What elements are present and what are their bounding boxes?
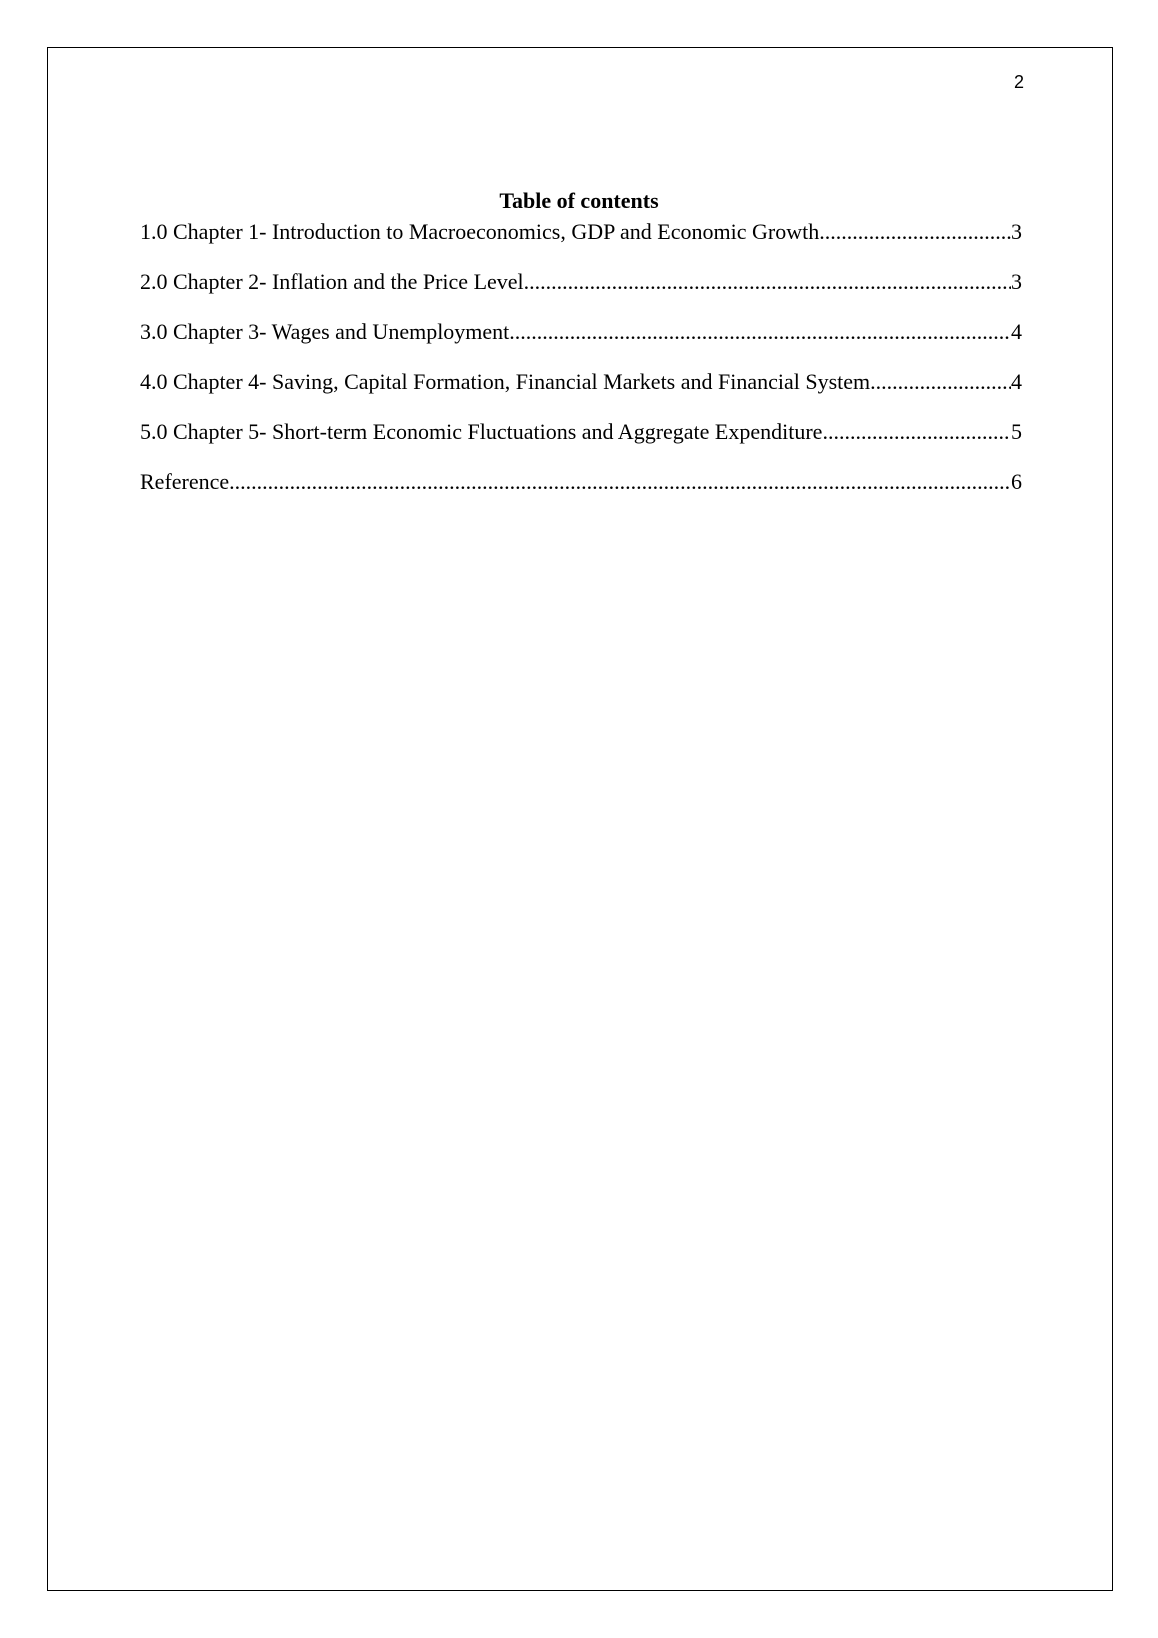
toc-entry-label: 2.0 Chapter 2- Inflation and the Price Level bbox=[140, 269, 524, 294]
toc-entry-page: 3 bbox=[1011, 269, 1022, 294]
toc-entry-chapter-5[interactable] bbox=[140, 419, 1022, 469]
toc-title: Table of contents bbox=[499, 188, 659, 213]
toc-entry-label: 4.0 Chapter 4- Saving, Capital Formation, Financial Markets and Financial System bbox=[140, 369, 871, 394]
toc-leader-dots bbox=[819, 219, 1011, 245]
toc-entry-label: 3.0 Chapter 3- Wages and Unemployment bbox=[140, 319, 510, 344]
toc-entry-page: 6 bbox=[1011, 469, 1022, 494]
toc-entry-chapter-1[interactable] bbox=[140, 219, 1022, 269]
toc-entry-chapter-2[interactable] bbox=[140, 269, 1022, 319]
toc-leader-dots bbox=[870, 369, 1011, 395]
toc-leader-dots bbox=[229, 469, 1011, 495]
toc-leader-dots bbox=[822, 419, 1011, 445]
table-of-contents bbox=[140, 219, 1022, 519]
toc-entry-page: 5 bbox=[1011, 419, 1022, 444]
page-number: 2 bbox=[1013, 72, 1024, 92]
toc-leader-dots bbox=[524, 269, 1011, 295]
toc-entry-page: 4 bbox=[1011, 369, 1022, 394]
toc-entry-chapter-4[interactable] bbox=[140, 369, 1022, 419]
toc-entry-label: 1.0 Chapter 1- Introduction to Macroeconomics, GDP and Economic Growth bbox=[140, 219, 820, 244]
toc-entry-chapter-3[interactable] bbox=[140, 319, 1022, 369]
toc-entry-reference[interactable] bbox=[140, 469, 1022, 519]
toc-entry-label: 5.0 Chapter 5- Short-term Economic Fluctuations and Aggregate Expenditure bbox=[140, 419, 823, 444]
toc-entry-page: 3 bbox=[1011, 219, 1022, 244]
toc-entry-page: 4 bbox=[1011, 319, 1022, 344]
toc-leader-dots bbox=[509, 319, 1011, 345]
toc-entry-label: Reference bbox=[140, 469, 230, 494]
